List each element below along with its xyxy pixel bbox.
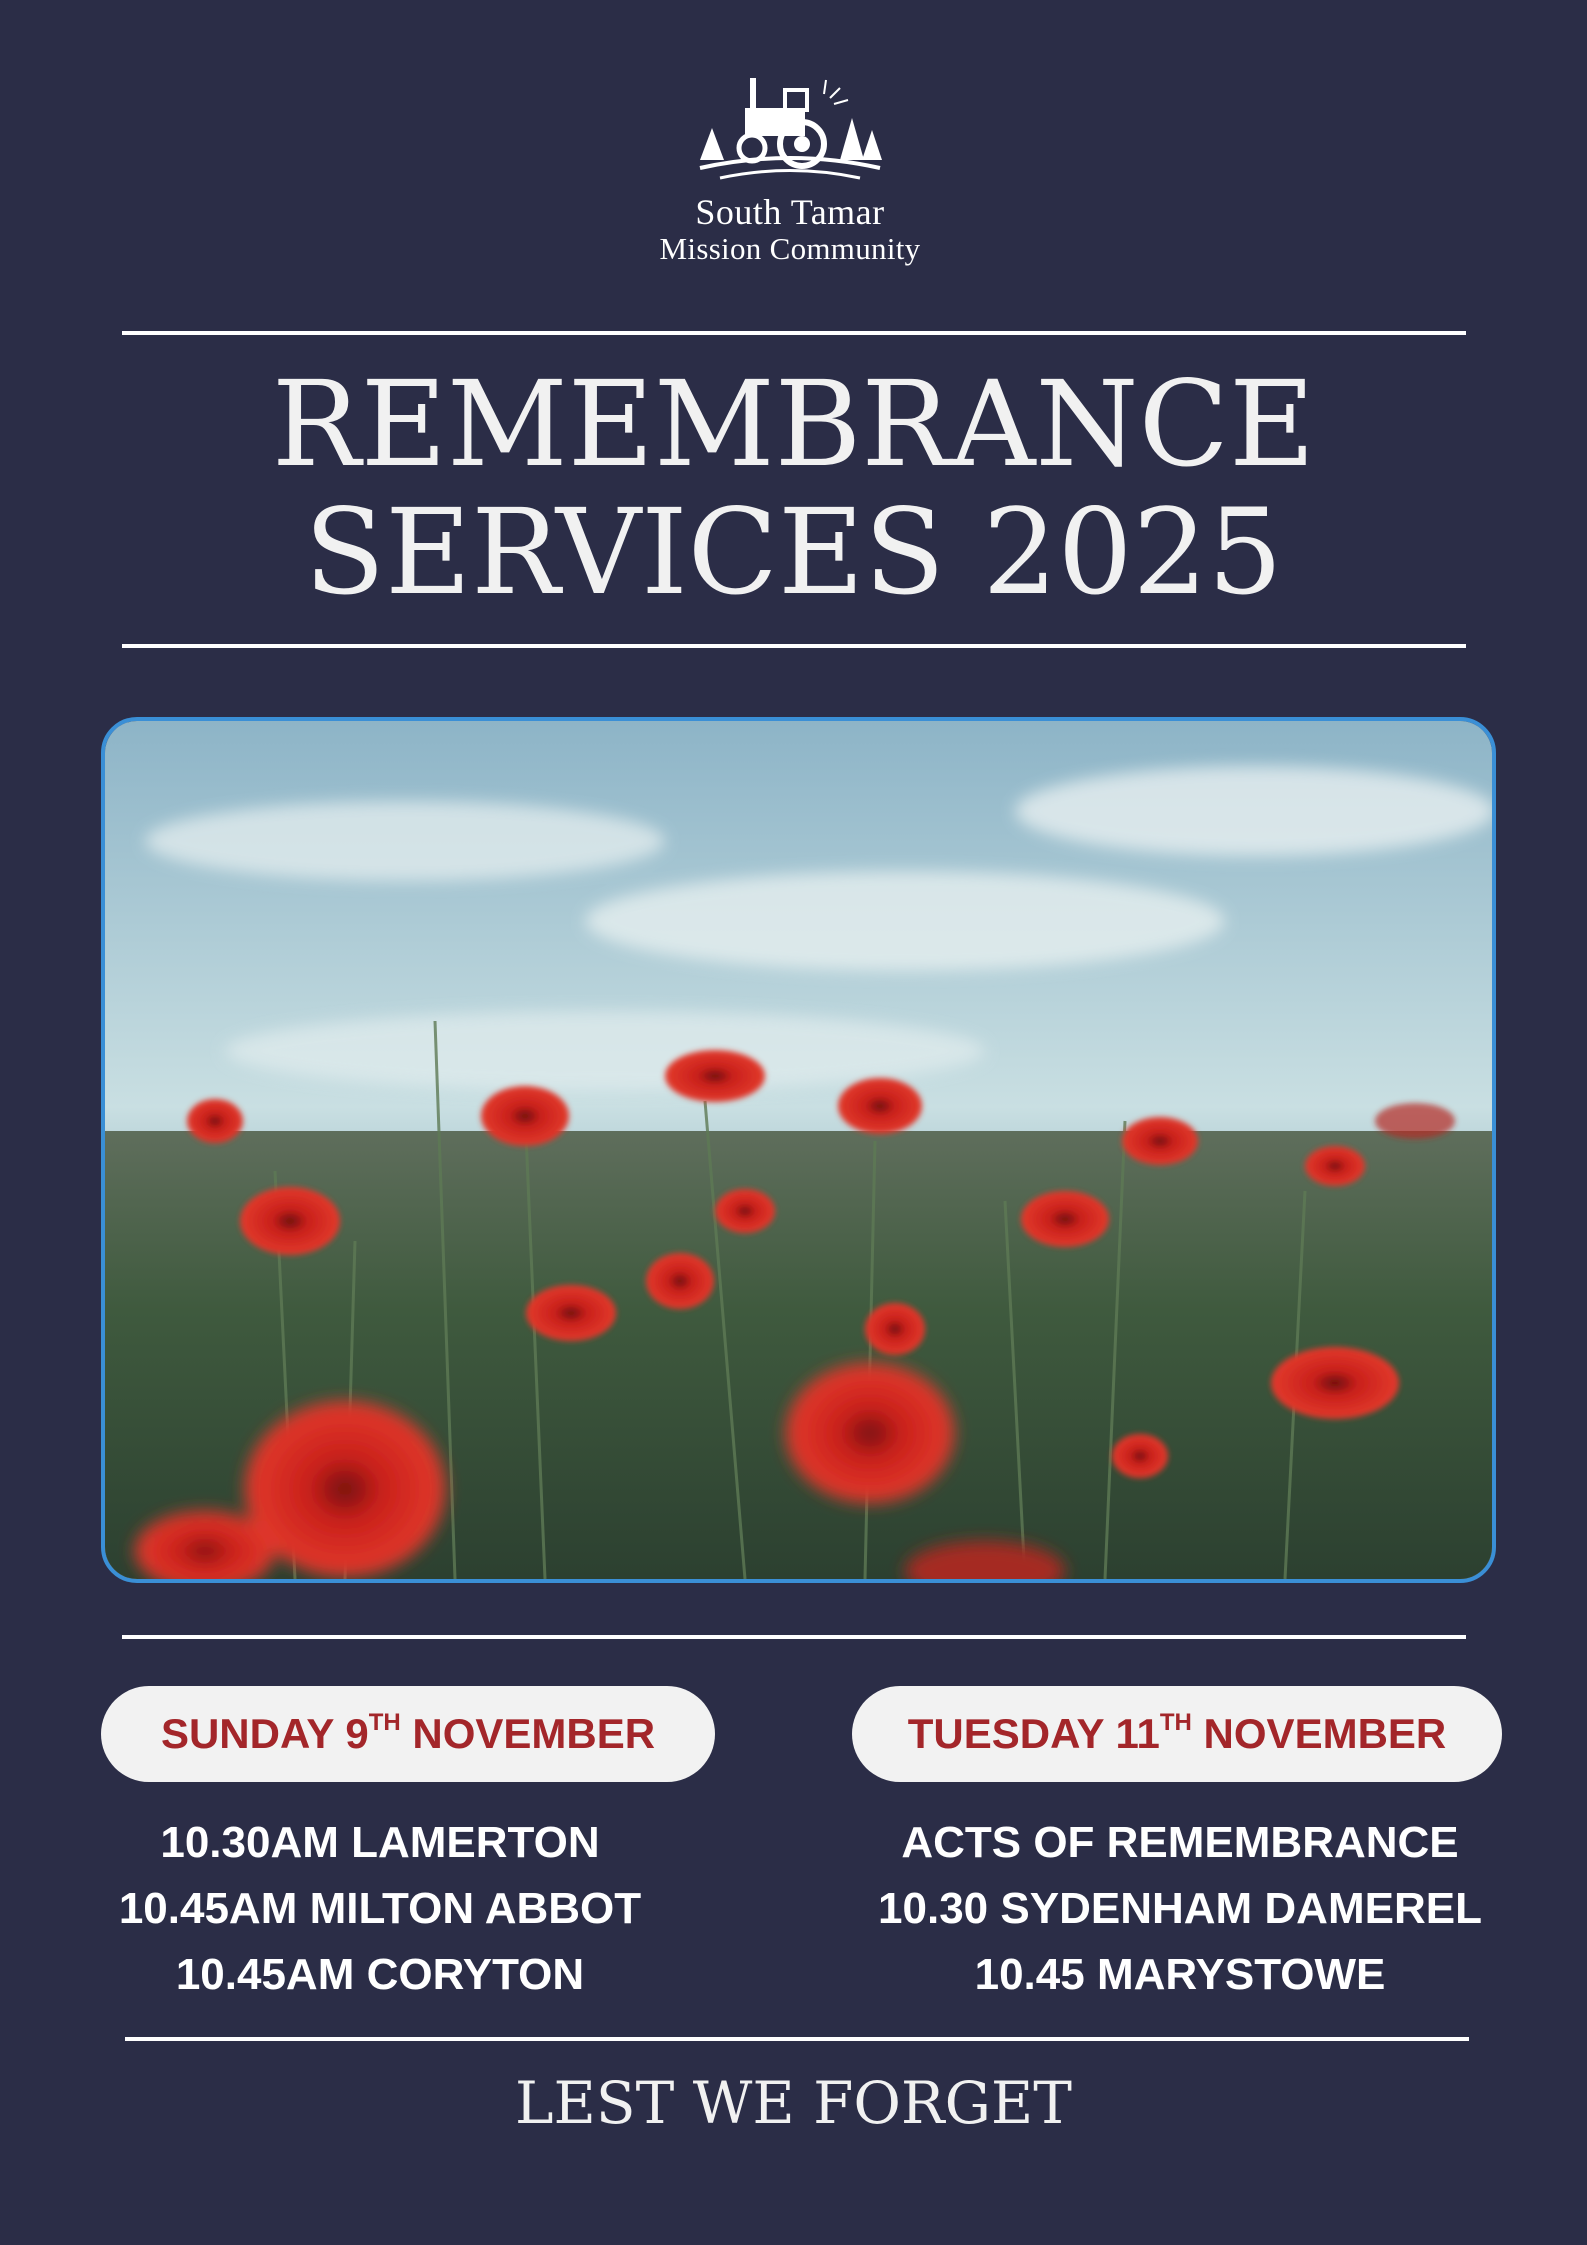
divider-under-title <box>122 644 1466 648</box>
tractor-icon <box>690 68 890 188</box>
footer-motto: LEST WE FORGET <box>515 2069 1072 2137</box>
service-item: 10.45AM MILTON ABBOT <box>118 1884 642 1933</box>
divider-bottom <box>125 2037 1469 2041</box>
organization-logo <box>640 68 940 298</box>
service-item: 10.30 SYDENHAM DAMEREL <box>878 1884 1482 1933</box>
day-badge-tuesday <box>852 1686 1502 1782</box>
day-badge-sunday <box>101 1686 715 1782</box>
logo-name-line1: South Tamar <box>695 192 885 232</box>
page-title <box>0 355 1587 621</box>
divider-top <box>122 331 1466 335</box>
logo-name-line2: Mission Community <box>659 231 921 266</box>
service-item: 10.45 MARYSTOWE <box>974 1950 1386 1999</box>
ordinal-suffix: TH <box>368 1709 401 1736</box>
month-label: NOVEMBER <box>1191 1710 1447 1757</box>
sunday-services-list <box>60 1810 700 2008</box>
tuesday-services-list <box>840 1810 1520 2008</box>
day-label-tuesday: TUESDAY 11 <box>907 1710 1160 1757</box>
service-item: ACTS OF REMEMBRANCE <box>901 1818 1459 1867</box>
service-item: 10.45AM CORYTON <box>175 1950 585 1999</box>
ordinal-suffix: TH <box>1159 1709 1192 1736</box>
poppy-field-image <box>101 717 1496 1583</box>
title-line2: SERVICES 2025 <box>304 483 1283 621</box>
service-item: 10.30AM LAMERTON <box>160 1818 600 1867</box>
day-label-sunday: SUNDAY 9 <box>160 1710 369 1757</box>
divider-under-photo <box>122 1635 1466 1639</box>
title-line1: REMEMBRANCE <box>271 355 1316 493</box>
month-label: NOVEMBER <box>400 1710 656 1757</box>
